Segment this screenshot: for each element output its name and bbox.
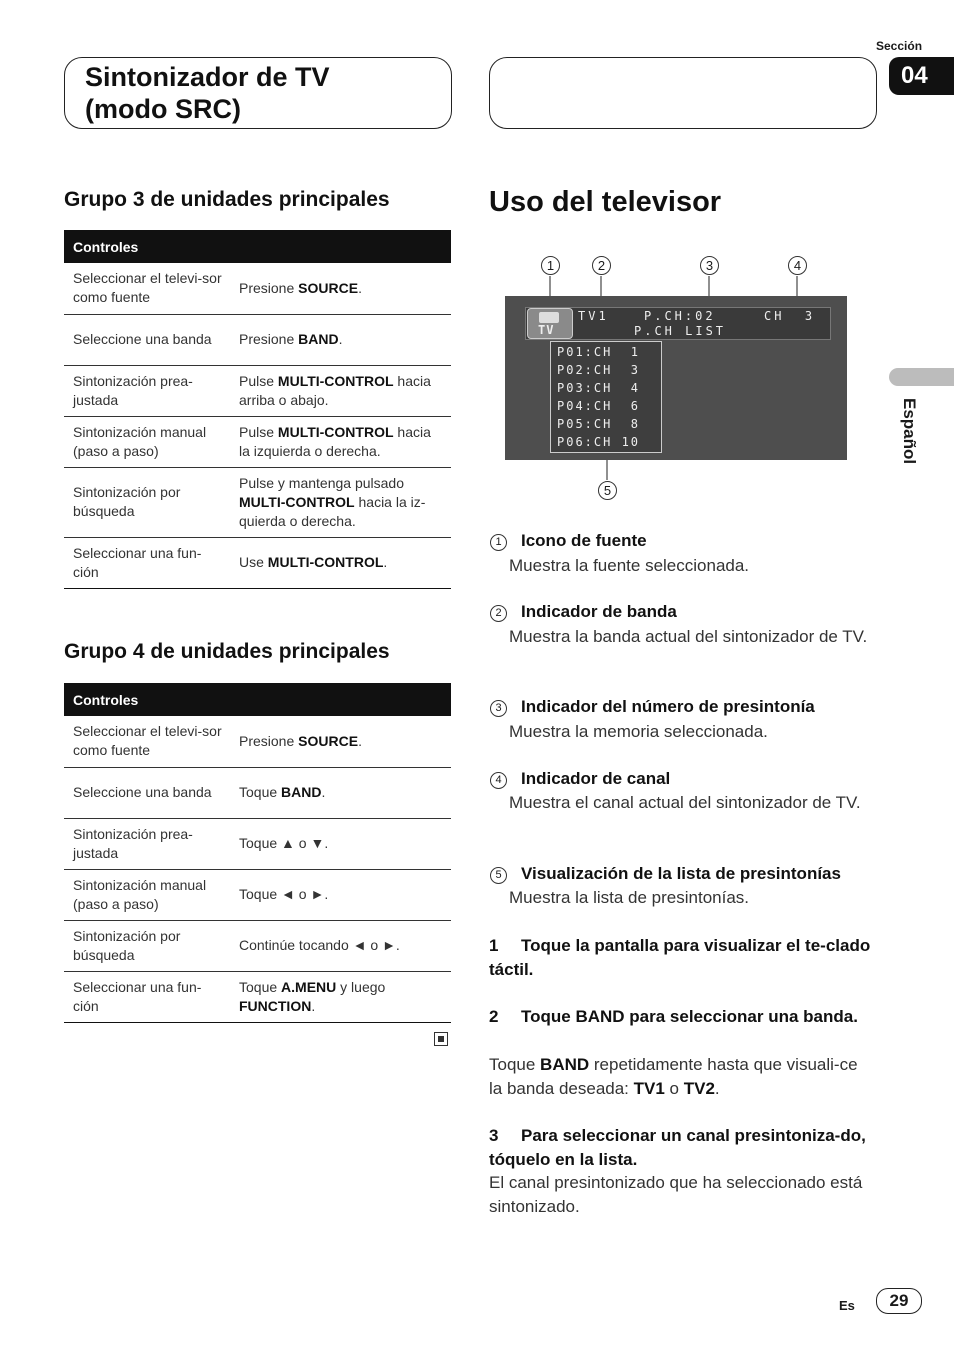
row-label: Sintonización por búsqueda — [64, 920, 231, 971]
preset-list-item: P01:CH 1 — [557, 345, 641, 359]
step-1 — [489, 934, 873, 982]
group4-col-header: Controles — [64, 683, 451, 716]
group4-heading: Grupo 4 de unidades principales — [64, 640, 390, 663]
table-row — [64, 716, 451, 767]
row-label: Seleccione una banda — [64, 767, 231, 818]
row-label: Sintonización por búsqueda — [64, 467, 231, 537]
step-heading: Toque BAND para seleccionar una banda. — [521, 1007, 858, 1026]
table-row — [64, 767, 451, 818]
preset-list-item: P05:CH 8 — [557, 417, 641, 431]
row-label: Sintonización prea-justada — [64, 818, 231, 869]
row-label: Sintonización manual (paso a paso) — [64, 416, 231, 467]
table-row — [64, 818, 451, 869]
item-number: 4 — [490, 772, 507, 789]
row-action: Presione BAND. — [231, 314, 451, 365]
end-of-section-icon — [434, 1032, 448, 1046]
row-label: Seleccionar el televi-sor como fuente — [64, 716, 231, 767]
step-3-body: El canal presintonizado que ha seleccionado está sintonizado. — [489, 1173, 863, 1216]
item-number: 3 — [490, 700, 507, 717]
page-title-line1: Sintonizador de TV — [85, 62, 330, 92]
tv-icon-label: TV — [538, 323, 555, 337]
callout-1: 1 — [541, 256, 560, 275]
item-heading: Visualización de la lista de presintonías — [521, 864, 841, 883]
item-description: Muestra la banda actual del sintonizador de TV. — [509, 627, 868, 646]
step-3 — [489, 1124, 873, 1172]
tv-icon-glyph — [539, 312, 559, 323]
table-row — [64, 869, 451, 920]
preset-list — [550, 341, 662, 453]
row-action: Toque ▲ o ▼. — [231, 818, 451, 869]
row-action: Presione SOURCE. — [231, 716, 451, 767]
step-heading: Toque la pantalla para visualizar el te-clado táctil. — [489, 936, 871, 979]
item-description: Muestra la memoria seleccionada. — [509, 722, 768, 741]
preset-number-indicator: P.CH:02 — [644, 309, 716, 323]
section-number-badge: 04 — [889, 57, 954, 95]
tv-source-icon — [527, 308, 573, 339]
channel-indicator: CH 3 — [764, 309, 816, 323]
footer-language-code: Es — [839, 1298, 855, 1313]
row-label: Seleccionar el televi-sor como fuente — [64, 263, 231, 314]
step-number: 2 — [489, 1007, 499, 1026]
step-number: 3 — [489, 1126, 499, 1145]
step-2-body: Toque BAND repetidamente hasta que visuali-ce la banda deseada: TV1 o TV2. — [489, 1055, 858, 1098]
row-action: Continúe tocando ◄ o ►. — [231, 920, 451, 971]
page-number: 29 — [876, 1288, 922, 1314]
row-label: Seleccionar una fun-ción — [64, 971, 231, 1022]
row-label: Seleccione una banda — [64, 314, 231, 365]
item-number: 1 — [490, 534, 507, 551]
item-heading: Icono de fuente — [521, 531, 647, 550]
preset-list-item: P06:CH 10 — [557, 435, 641, 449]
preset-list-item: P03:CH 4 — [557, 381, 641, 395]
language-label: Español — [900, 398, 919, 465]
group3-col-header: Controles — [64, 230, 451, 263]
callout-4: 4 — [788, 256, 807, 275]
step-heading: Para seleccionar un canal presintoniza-do, tóquelo en la lista. — [489, 1126, 866, 1169]
row-action: Pulse y mantenga pulsado MULTI-CONTROL hacia la iz-quierda o derecha. — [231, 467, 451, 537]
page-title-line2: (modo SRC) — [85, 94, 241, 124]
row-label: Seleccionar una fun-ción — [64, 537, 231, 588]
item-heading: Indicador de banda — [521, 602, 677, 621]
row-action: Toque ◄ o ►. — [231, 869, 451, 920]
item-description: Muestra el canal actual del sintonizador de TV. — [509, 793, 861, 812]
table-row — [64, 920, 451, 971]
row-action: Toque A.MENU y luego FUNCTION. — [231, 971, 451, 1022]
preset-list-item: P02:CH 3 — [557, 363, 641, 377]
item-number: 2 — [490, 605, 507, 622]
band-indicator: TV1 — [578, 309, 609, 323]
callout-2: 2 — [592, 256, 611, 275]
step-number: 1 — [489, 936, 499, 955]
item-description: Muestra la fuente seleccionada. — [509, 556, 750, 575]
preset-list-item: P04:CH 6 — [557, 399, 641, 413]
row-action: Toque BAND. — [231, 767, 451, 818]
tv-display-screenshot — [505, 296, 847, 460]
item-heading: Indicador del número de presintonía — [521, 697, 815, 716]
row-action: Pulse MULTI-CONTROL hacia arriba o abajo. — [231, 365, 451, 416]
table-row — [64, 537, 451, 588]
row-label: Sintonización prea-justada — [64, 365, 231, 416]
preset-list-title: P.CH LIST — [634, 324, 727, 338]
item-number: 5 — [490, 867, 507, 884]
step-2 — [489, 1005, 873, 1029]
callout-3: 3 — [700, 256, 719, 275]
item-heading: Indicador de canal — [521, 769, 671, 788]
group3-heading: Grupo 3 de unidades principales — [64, 188, 390, 211]
item-description: Muestra la lista de presintonías. — [509, 888, 750, 907]
main-heading: Uso del televisor — [489, 186, 722, 218]
row-action: Use MULTI-CONTROL. — [231, 537, 451, 588]
section-label: Sección — [876, 39, 923, 53]
table-row — [64, 971, 451, 1022]
callout-5: 5 — [598, 481, 617, 500]
row-label: Sintonización manual (paso a paso) — [64, 869, 231, 920]
row-action: Presione SOURCE. — [231, 263, 451, 314]
row-action: Pulse MULTI-CONTROL hacia la izquierda o derecha. — [231, 416, 451, 467]
group4-table — [64, 683, 451, 1023]
